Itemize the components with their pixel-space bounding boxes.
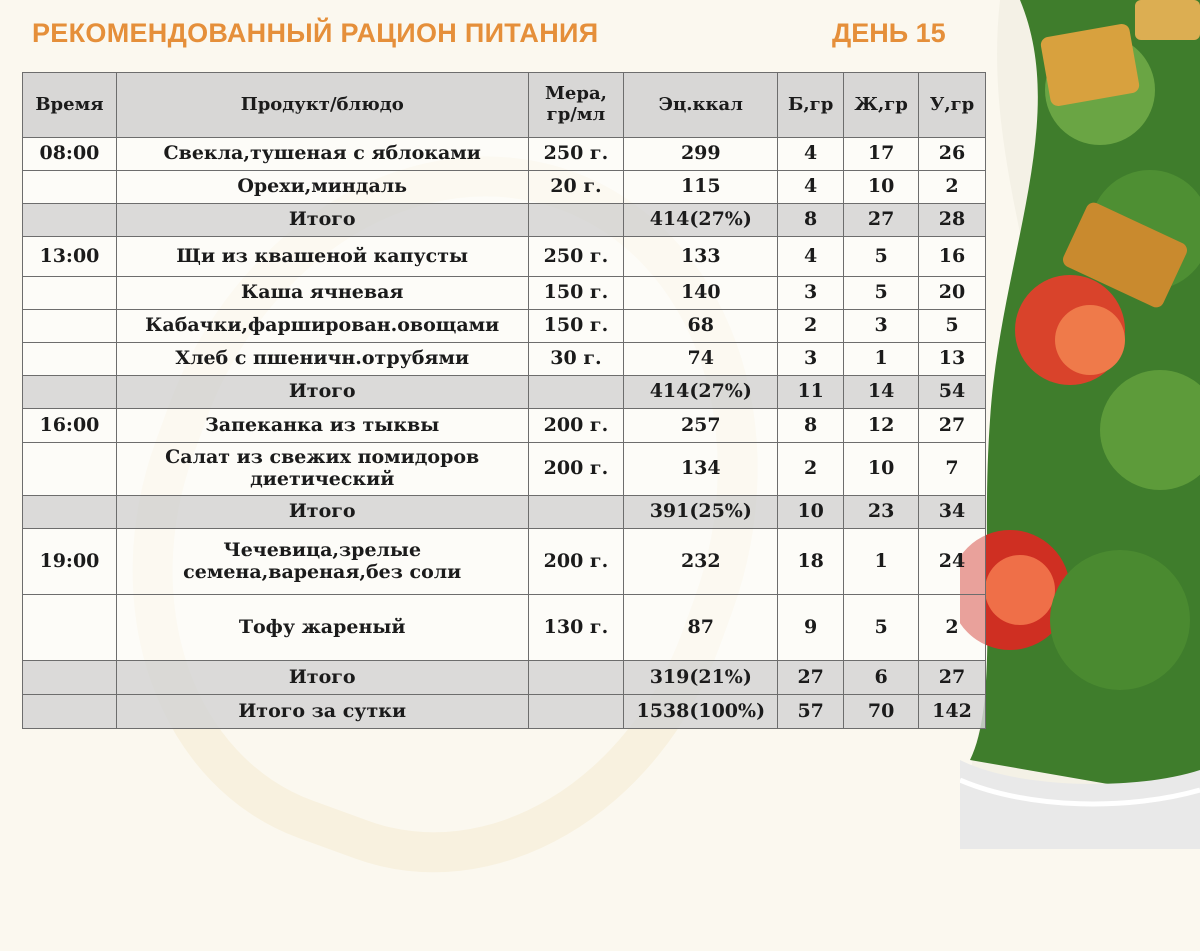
meal-time-empty	[23, 496, 117, 529]
fat-cell: 3	[844, 310, 919, 343]
total-protein: 8	[778, 204, 844, 237]
table-row	[23, 343, 986, 376]
total-carbs: 34	[919, 496, 986, 529]
product-cell: Свекла,тушеная с яблоками	[116, 138, 528, 171]
page-title: РЕКОМЕНДОВАННЫЙ РАЦИОН ПИТАНИЯ	[32, 18, 599, 48]
carbs-cell: 2	[919, 171, 986, 204]
total-label: Итого	[116, 376, 528, 409]
fat-cell: 17	[844, 138, 919, 171]
kcal-cell: 140	[624, 277, 778, 310]
product-cell: Орехи,миндаль	[116, 171, 528, 204]
table-row	[23, 310, 986, 343]
carbs-cell: 5	[919, 310, 986, 343]
total-row	[23, 496, 986, 529]
header-row	[23, 73, 986, 138]
measure-empty	[528, 695, 624, 729]
total-fat: 27	[844, 204, 919, 237]
total-carbs: 28	[919, 204, 986, 237]
kcal-cell: 134	[624, 443, 778, 496]
kcal-cell: 232	[624, 529, 778, 595]
kcal-cell: 87	[624, 595, 778, 661]
meal-time-empty	[23, 661, 117, 695]
kcal-cell: 133	[624, 237, 778, 277]
fat-cell: 5	[844, 277, 919, 310]
fat-cell: 10	[844, 171, 919, 204]
carbs-cell: 27	[919, 409, 986, 443]
day-total-fat: 70	[844, 695, 919, 729]
carbs-cell: 24	[919, 529, 986, 595]
total-protein: 10	[778, 496, 844, 529]
table-row	[23, 443, 986, 496]
day-total-protein: 57	[778, 695, 844, 729]
product-cell: Каша ячневая	[116, 277, 528, 310]
protein-cell: 4	[778, 138, 844, 171]
table-row	[23, 237, 986, 277]
total-kcal: 414(27%)	[624, 204, 778, 237]
protein-cell: 18	[778, 529, 844, 595]
meal-time: 19:00	[23, 529, 117, 595]
measure-cell: 250 г.	[528, 138, 624, 171]
total-kcal: 391(25%)	[624, 496, 778, 529]
measure-empty	[528, 661, 624, 695]
day-total-kcal: 1538(100%)	[624, 695, 778, 729]
header-kcal: Эц.ккал	[624, 73, 778, 138]
protein-cell: 9	[778, 595, 844, 661]
fat-cell: 1	[844, 529, 919, 595]
table-row	[23, 529, 986, 595]
carbs-cell: 13	[919, 343, 986, 376]
protein-cell: 3	[778, 343, 844, 376]
carbs-cell: 20	[919, 277, 986, 310]
total-label: Итого	[116, 496, 528, 529]
measure-cell: 150 г.	[528, 277, 624, 310]
table-row	[23, 277, 986, 310]
fat-cell: 5	[844, 595, 919, 661]
measure-cell: 200 г.	[528, 409, 624, 443]
measure-cell: 150 г.	[528, 310, 624, 343]
diet-table	[22, 72, 986, 729]
meal-time-empty	[23, 310, 117, 343]
measure-cell: 130 г.	[528, 595, 624, 661]
total-label: Итого	[116, 204, 528, 237]
total-row	[23, 376, 986, 409]
measure-empty	[528, 204, 624, 237]
total-kcal: 414(27%)	[624, 376, 778, 409]
protein-cell: 2	[778, 310, 844, 343]
meal-time: 13:00	[23, 237, 117, 277]
meal-time-empty	[23, 376, 117, 409]
measure-empty	[528, 496, 624, 529]
table-row	[23, 409, 986, 443]
measure-cell: 200 г.	[528, 529, 624, 595]
carbs-cell: 2	[919, 595, 986, 661]
product-cell: Запеканка из тыквы	[116, 409, 528, 443]
fat-cell: 10	[844, 443, 919, 496]
total-carbs: 54	[919, 376, 986, 409]
meal-time-empty	[23, 277, 117, 310]
header-carbs: У,гр	[919, 73, 986, 138]
total-label: Итого	[116, 661, 528, 695]
product-cell: Кабачки,фарширован.овощами	[116, 310, 528, 343]
product-cell: Чечевица,зрелые семена,вареная,без соли	[116, 529, 528, 595]
carbs-cell: 26	[919, 138, 986, 171]
measure-cell: 30 г.	[528, 343, 624, 376]
total-fat: 14	[844, 376, 919, 409]
kcal-cell: 74	[624, 343, 778, 376]
fat-cell: 1	[844, 343, 919, 376]
total-fat: 23	[844, 496, 919, 529]
meal-time-empty	[23, 595, 117, 661]
kcal-cell: 68	[624, 310, 778, 343]
total-carbs: 27	[919, 661, 986, 695]
product-cell: Хлеб с пшеничн.отрубями	[116, 343, 528, 376]
salad-image	[960, 0, 1200, 849]
total-protein: 27	[778, 661, 844, 695]
day-label: ДЕНЬ 15	[832, 18, 946, 48]
header-time: Время	[23, 73, 117, 138]
day-total-row	[23, 695, 986, 729]
protein-cell: 8	[778, 409, 844, 443]
carbs-cell: 16	[919, 237, 986, 277]
meal-time: 16:00	[23, 409, 117, 443]
header-measure: Мера, гр/мл	[528, 73, 624, 138]
table-row	[23, 138, 986, 171]
measure-cell: 200 г.	[528, 443, 624, 496]
product-cell: Щи из квашеной капусты	[116, 237, 528, 277]
measure-cell: 20 г.	[528, 171, 624, 204]
meal-time-empty	[23, 343, 117, 376]
measure-cell: 250 г.	[528, 237, 624, 277]
fat-cell: 12	[844, 409, 919, 443]
table-row	[23, 171, 986, 204]
total-kcal: 319(21%)	[624, 661, 778, 695]
meal-time-empty	[23, 443, 117, 496]
carbs-cell: 7	[919, 443, 986, 496]
fat-cell: 5	[844, 237, 919, 277]
meal-time-empty	[23, 695, 117, 729]
measure-empty	[528, 376, 624, 409]
header-product: Продукт/блюдо	[116, 73, 528, 138]
protein-cell: 3	[778, 277, 844, 310]
meal-time: 08:00	[23, 138, 117, 171]
meal-time-empty	[23, 204, 117, 237]
total-protein: 11	[778, 376, 844, 409]
header-fat: Ж,гр	[844, 73, 919, 138]
kcal-cell: 257	[624, 409, 778, 443]
protein-cell: 2	[778, 443, 844, 496]
protein-cell: 4	[778, 237, 844, 277]
kcal-cell: 115	[624, 171, 778, 204]
total-fat: 6	[844, 661, 919, 695]
protein-cell: 4	[778, 171, 844, 204]
product-cell: Салат из свежих помидоров диетический	[116, 443, 528, 496]
header-protein: Б,гр	[778, 73, 844, 138]
day-total-label: Итого за сутки	[116, 695, 528, 729]
product-cell: Тофу жареный	[116, 595, 528, 661]
meal-time-empty	[23, 171, 117, 204]
kcal-cell: 299	[624, 138, 778, 171]
table-row	[23, 595, 986, 661]
total-row	[23, 661, 986, 695]
total-row	[23, 204, 986, 237]
day-total-carbs: 142	[919, 695, 986, 729]
